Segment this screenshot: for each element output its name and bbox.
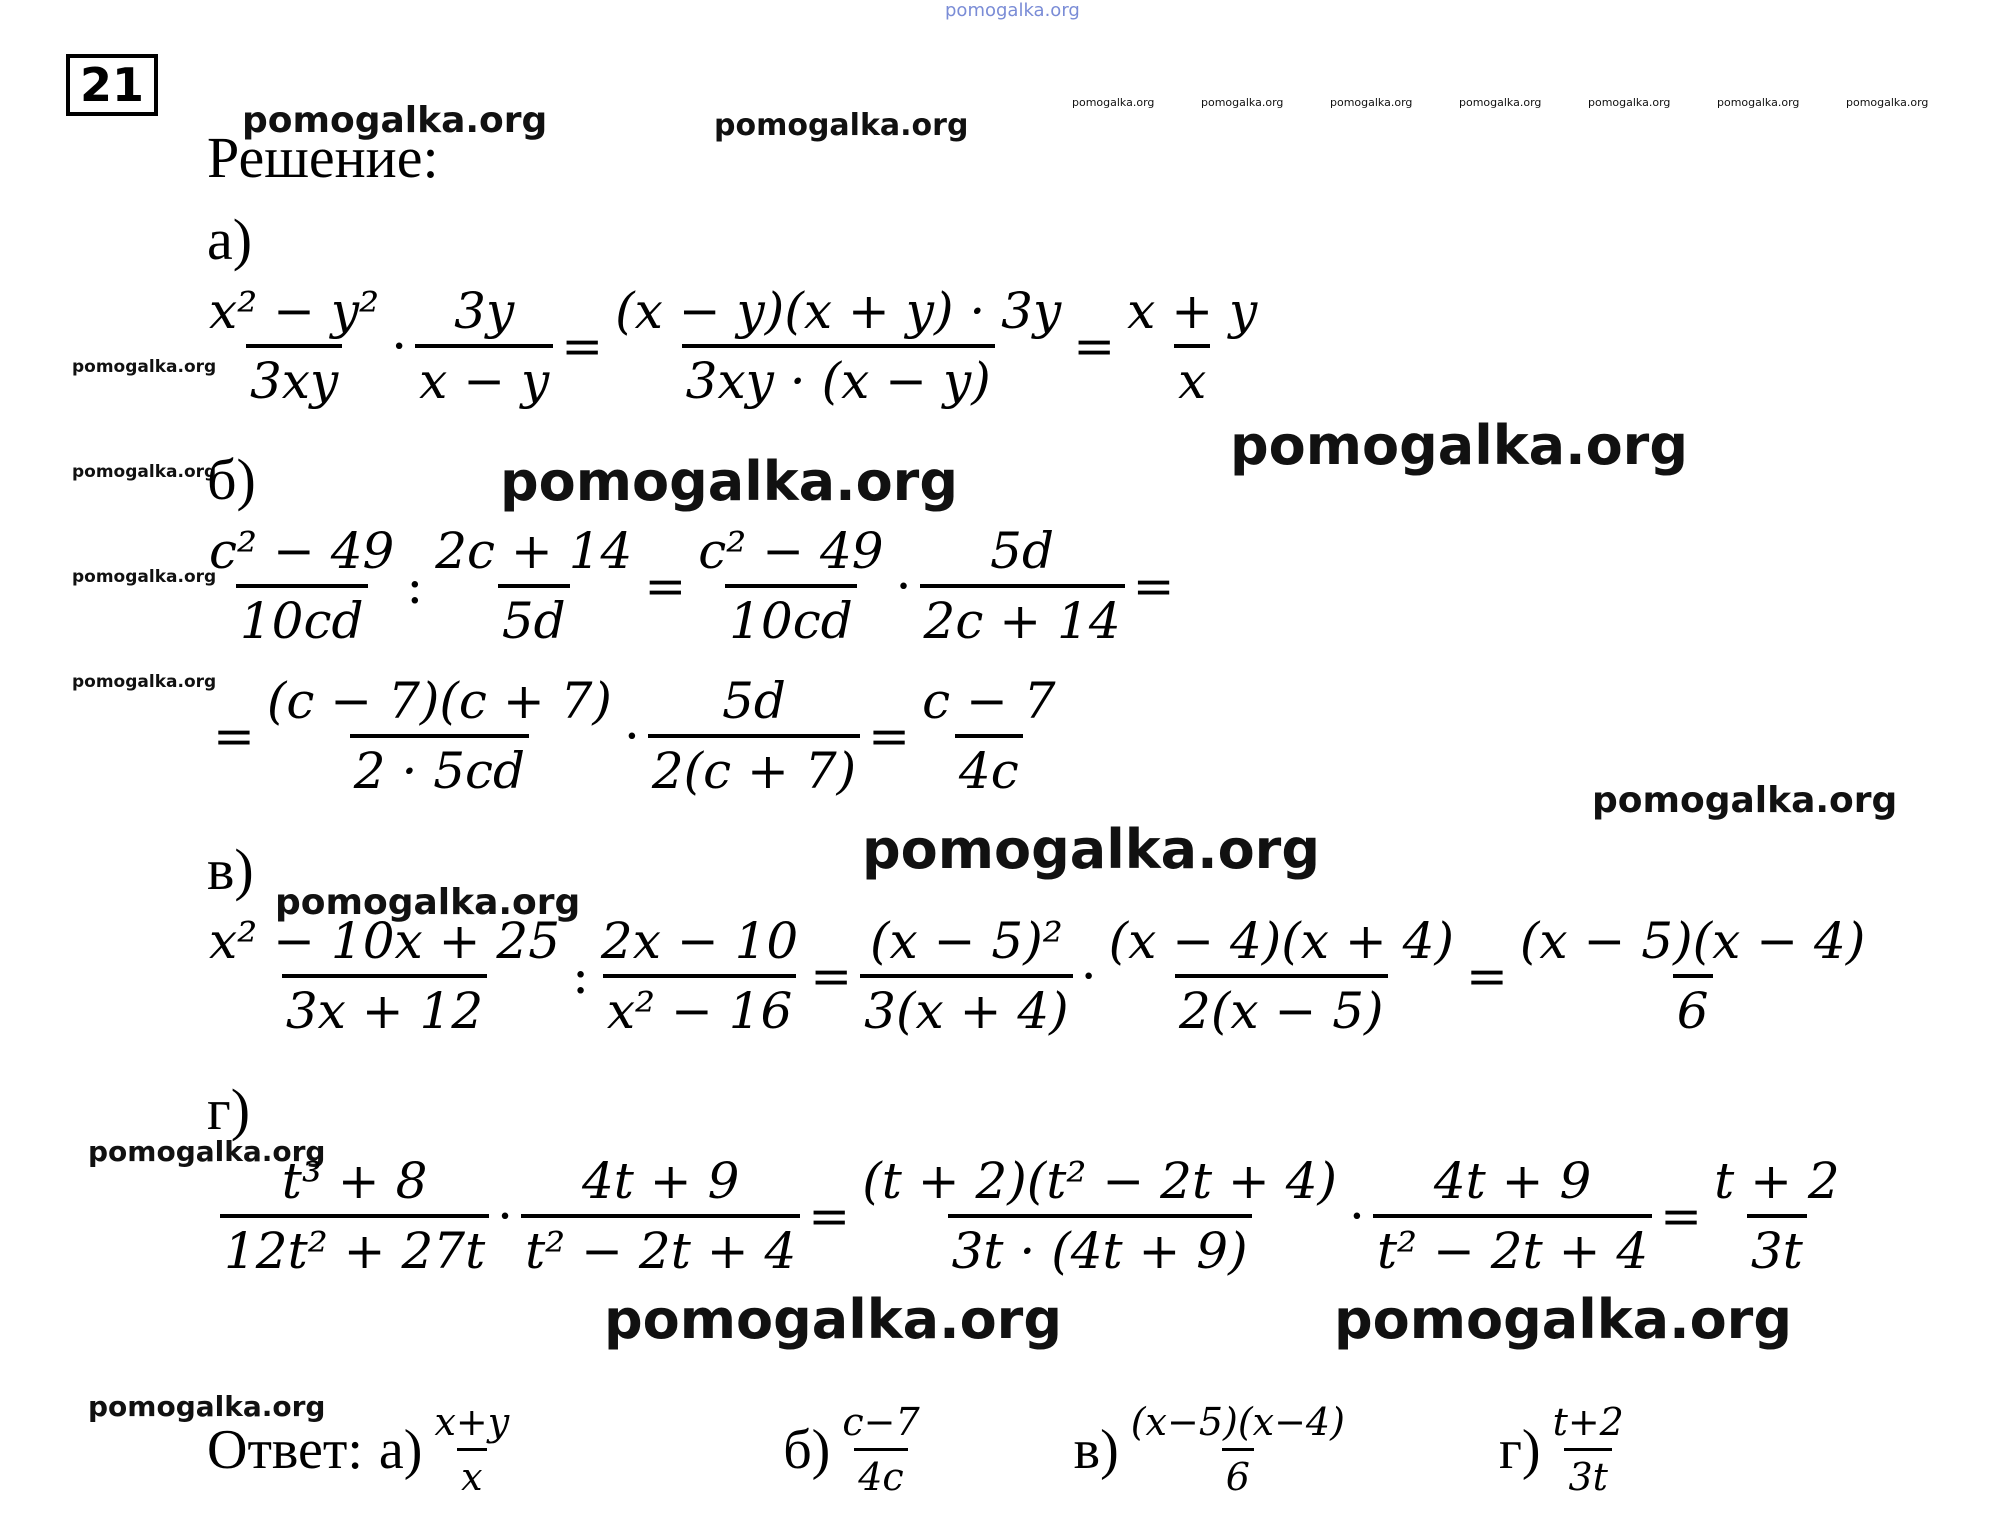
- part-a-equation: $\frac{\text{x² − y²}}{3xy}$ · $\frac{3y}{x - y}$ = $\frac{(x - y)(x + y) \cdot 3y}{3xy \cdot (x - y)}$ = $\frac{x + y}{x}$: [205, 282, 1261, 410]
- fraction-denominator: 2(x − 5): [1175, 974, 1388, 1040]
- fraction-numerator: (x − 5)²: [870, 912, 1063, 970]
- fraction-numerator: t + 2: [1714, 1152, 1840, 1210]
- answer-v-label: в): [1073, 1418, 1119, 1481]
- watermark: pomogalka.org: [275, 882, 581, 923]
- answer-line: [207, 1400, 1628, 1499]
- fraction-denominator: 3xy · (x − y): [682, 344, 995, 410]
- watermark: pomogalka.org: [714, 108, 969, 143]
- fraction-numerator: (x − 4)(x + 4): [1108, 912, 1455, 970]
- watermark: pomogalka.org: [1201, 96, 1284, 109]
- fraction-denominator: 2c + 14: [920, 584, 1125, 650]
- fraction-numerator: 4t + 9: [581, 1152, 740, 1210]
- fraction-numerator: x² − y²: [209, 282, 380, 340]
- fraction-numerator: x + y: [1127, 282, 1258, 340]
- part-b-equation-line1: $\frac{\text{c² − 49}}{10cd}$ : $\frac{2c + 14}{5d}$ = $\frac{\text{c² − 49}}{10cd}$ · $\frac{5d}{2c + 14}$ =: [205, 522, 1183, 650]
- fraction-denominator: 2(c + 7): [648, 734, 860, 800]
- watermark: pomogalka.org: [1846, 96, 1929, 109]
- fraction-denominator: 3t: [1747, 1214, 1807, 1280]
- watermark: pomogalka.org: [1717, 96, 1800, 109]
- fraction-denominator: 2 · 5cd: [350, 734, 529, 800]
- fraction-denominator: 6: [1673, 974, 1713, 1040]
- fraction-denominator: 3(x + 4): [860, 974, 1073, 1040]
- fraction-numerator: (x − y)(x + y) · 3y: [615, 282, 1062, 340]
- fraction-numerator: (c − 7)(c + 7): [266, 672, 612, 730]
- watermark: pomogalka.org: [88, 1390, 326, 1423]
- fraction-numerator: (t + 2)(t² − 2t + 4): [862, 1152, 1338, 1210]
- top-watermark: pomogalka.org: [945, 0, 1080, 21]
- fraction-numerator: x² − 10x + 25: [209, 912, 561, 970]
- watermark: pomogalka.org: [1330, 96, 1413, 109]
- watermark: pomogalka.org: [862, 818, 1320, 881]
- part-g-label: г): [207, 1077, 251, 1142]
- watermark: pomogalka.org: [72, 672, 217, 692]
- watermark: pomogalka.org: [1588, 96, 1671, 109]
- fraction-numerator: c² − 49: [698, 522, 884, 580]
- fraction-denominator: 5d: [498, 584, 570, 650]
- fraction-denominator: 3x + 12: [282, 974, 487, 1040]
- fraction-numerator: 5d: [722, 672, 786, 730]
- answer-b-fraction: $\frac{c-7}{4c}$: [842, 1400, 920, 1499]
- fraction-denominator: 10cd: [236, 584, 368, 650]
- part-b-label: б): [207, 447, 256, 512]
- watermark: pomogalka.org: [604, 1288, 1062, 1351]
- part-g-equation: $\frac{\text{t³ + 8}}{\text{12t² + 27t}}$ · $\frac{4t + 9}{\text{t² − 2t + 4}}$ = $\frac{\text{(t + 2)(t² − 2t + 4)}}{3t \cdot (4t + 9)}$ · $\frac{4t + 9}{\text{t² − 2t + 4}}$ = $\frac{t + 2}{3t}$: [220, 1152, 1844, 1280]
- answer-g-fraction: $\frac{t+2}{3t}$: [1552, 1400, 1624, 1499]
- watermark: pomogalka.org: [1334, 1288, 1792, 1351]
- answer-a-fraction: $\frac{x+y}{x}$: [434, 1400, 510, 1499]
- fraction-numerator: 5d: [990, 522, 1054, 580]
- watermark: pomogalka.org: [1459, 96, 1542, 109]
- fraction-denominator: 3t · (4t + 9): [948, 1214, 1252, 1280]
- answer-g-label: г): [1498, 1418, 1541, 1481]
- problem-number: 21: [79, 58, 144, 112]
- watermark: pomogalka.org: [72, 567, 217, 587]
- part-v-equation: $\frac{\text{x² − 10x + 25}}{3x + 12}$ : $\frac{2x - 10}{\text{x² − 16}}$ = $\frac{\text{(x − 5)²}}{3(x + 4)}$ · $\frac{(x - 4)(x + 4)}{2(x - 5)}$ = $\frac{(x - 5)(x - 4)}{6}$: [205, 912, 1869, 1040]
- fraction-denominator: 3xy: [246, 344, 342, 410]
- answer-prefix: Ответ:: [207, 1418, 363, 1481]
- fraction-numerator: 2c + 14: [435, 522, 633, 580]
- fraction-denominator: 12t² + 27t: [220, 1214, 489, 1280]
- fraction-numerator: c² − 49: [209, 522, 395, 580]
- fraction-numerator: 4t + 9: [1433, 1152, 1592, 1210]
- watermark: pomogalka.org: [500, 450, 958, 513]
- fraction-numerator: (x − 5)(x − 4): [1519, 912, 1866, 970]
- problem-number-box: [66, 54, 158, 116]
- fraction-denominator: 4c: [955, 734, 1023, 800]
- fraction-numerator: c − 7: [922, 672, 1056, 730]
- watermark: pomogalka.org: [72, 357, 217, 377]
- watermark: pomogalka.org: [242, 100, 548, 141]
- fraction-numerator: 2x − 10: [600, 912, 799, 970]
- part-v-label: в): [207, 837, 254, 902]
- fraction-numerator: t³ + 8: [281, 1152, 428, 1210]
- solution-title: Решение:: [207, 125, 439, 190]
- fraction-denominator: t² − 2t + 4: [1373, 1214, 1652, 1280]
- fraction-denominator: x² − 16: [603, 974, 797, 1040]
- answer-v-fraction: $\frac{(x-5)(x-4)}{6}$: [1130, 1400, 1345, 1499]
- answer-a-label: а): [378, 1418, 423, 1481]
- fraction-denominator: t² − 2t + 4: [521, 1214, 800, 1280]
- part-a-label: а): [207, 207, 253, 272]
- watermark: pomogalka.org: [72, 462, 217, 482]
- fraction-numerator: 3y: [454, 282, 515, 340]
- fraction-denominator: x − y: [415, 344, 553, 410]
- part-b-equation-line2: = $\frac{(c - 7)(c + 7)}{2 \cdot 5cd}$ · $\frac{5d}{2(c + 7)}$ = $\frac{c - 7}{4c}$: [205, 672, 1060, 800]
- watermark: pomogalka.org: [1230, 414, 1688, 477]
- fraction-denominator: x: [1174, 344, 1210, 410]
- answer-b-label: б): [783, 1418, 831, 1481]
- watermark: pomogalka.org: [88, 1135, 326, 1168]
- watermark: pomogalka.org: [1072, 96, 1155, 109]
- watermark: pomogalka.org: [1592, 780, 1898, 821]
- fraction-denominator: 10cd: [725, 584, 857, 650]
